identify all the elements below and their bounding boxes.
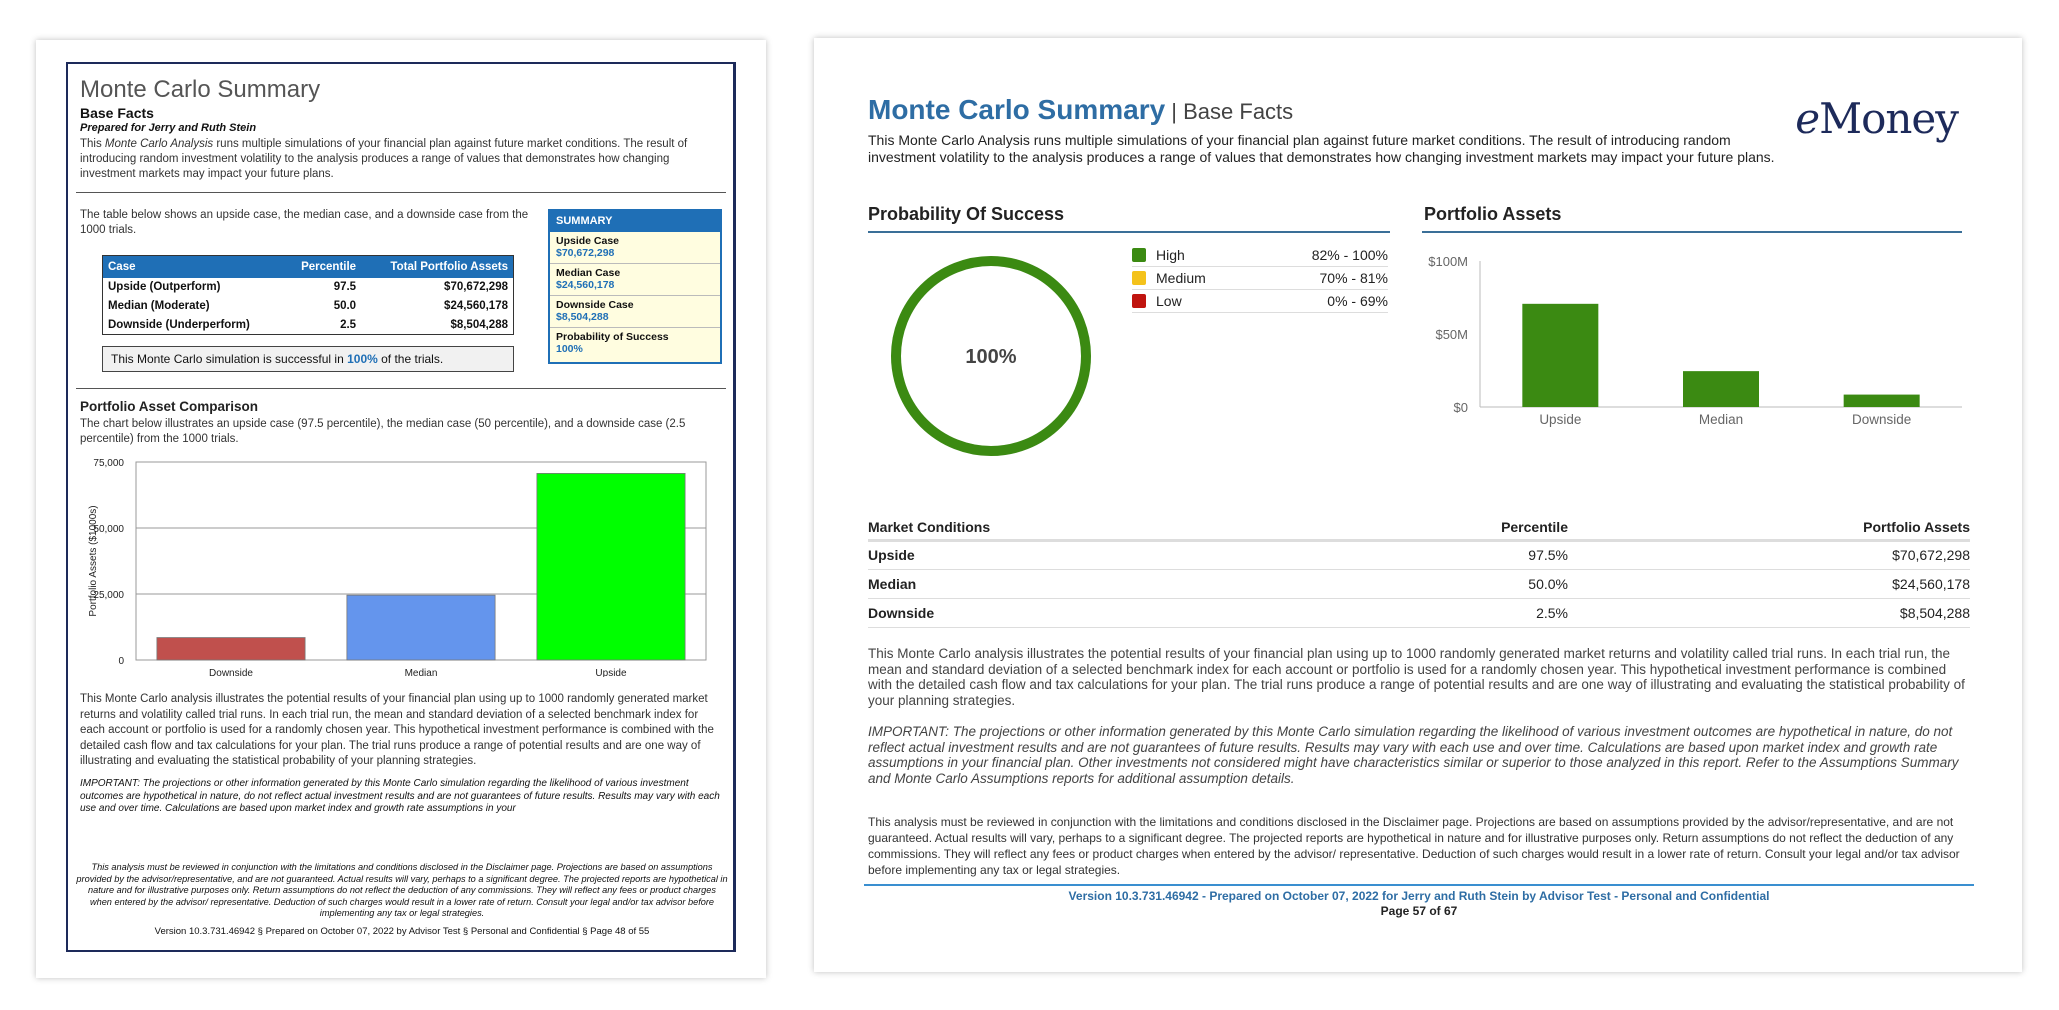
col-market-conditions: Market Conditions xyxy=(868,518,1428,540)
x-tick-label: Median xyxy=(1698,412,1744,427)
y-tick-label: $50M xyxy=(1435,327,1468,342)
table-row xyxy=(103,316,514,335)
legend-swatch-high xyxy=(1132,248,1146,262)
table-header-row xyxy=(103,256,514,278)
y-tick-label: $0 xyxy=(1453,400,1468,415)
bar-median xyxy=(347,595,495,660)
legend-item-low: Low 0% - 69% xyxy=(1132,290,1388,313)
col-total-assets: Total Portfolio Assets xyxy=(361,256,513,278)
table-header-row xyxy=(868,518,1970,540)
case-table xyxy=(102,255,514,335)
intro-paragraph: This Monte Carlo Analysis runs multiple simulations of your financial plan against future market conditions. The result of introducing random investment volatility to the analysis produces a range of values that demonstrates how changing investment markets may impact your future plans. xyxy=(80,138,688,180)
analysis-paragraph: This Monte Carlo analysis illustrates the potential results of your financial plan using up to 1000 randomly generated market returns and volatility called trial runs. In each trial run, the mean and standard deviation of a selected benchmark index for each account or portfolio is used for a randomly chosen year. This hypothetical investment performance is combined with the detailed cash flow and tax calculations for your plan. The trial runs produce a range of potential results and are one way of illustrating and evaluating the statistical probability of your planning strategies. xyxy=(868,646,1965,708)
version-footer: Version 10.3.731.46942 - Prepared on October 07, 2022 for Jerry and Ruth Stein by Advisor Test - Personal and Confidential xyxy=(1068,889,1770,903)
disclaimer: This analysis must be reviewed in conjunction with the limitations and conditions disclosed in the Disclaimer page. Projections are based on assumptions provided by the advisor/representative, and are not guaranteed. Actual results will vary, perhaps to a significant degree. The projected reports are hypothetical in nature and for illustrative purposes only. Return assumptions do not reflect the deduction of any commissions. They will reflect any fees or product charges when entered by the advisor/ representative. Deduction of such charges would result in a lower rate of return. Consult your legal and/or tax advisor before implementing any tax or legal strategies. xyxy=(76,862,728,918)
case-percentile: 2.5 xyxy=(340,318,357,331)
footer-divider xyxy=(864,884,1974,886)
col-portfolio-assets: Portfolio Assets xyxy=(1568,518,1970,540)
comparison-description: The chart below illustrates an upside case (97.5 percentile), the median case (50 percentile), and a downside case (2.5 percentile) from the 1000 trials. xyxy=(80,418,686,445)
portfolio-asset-comparison-chart xyxy=(76,452,726,677)
case-assets: $8,504,288 xyxy=(450,318,508,331)
case-name: Downside (Underperform) xyxy=(108,318,250,331)
x-tick-label: Upside xyxy=(1539,412,1582,427)
summary-item-upside: Upside Case $70,672,298 xyxy=(550,232,720,264)
case-percentile: 97.5 xyxy=(333,281,357,293)
summary-box xyxy=(548,209,722,364)
section-divider xyxy=(868,231,1390,233)
probability-legend xyxy=(1132,244,1388,313)
portfolio-assets-section-title: Portfolio Assets xyxy=(1424,204,1562,224)
section-divider xyxy=(76,192,726,193)
case-assets: $70,672,298 xyxy=(444,281,508,293)
page-number: Page 57 of 67 xyxy=(1380,904,1458,918)
disclaimer: This analysis must be reviewed in conjunction with the limitations and conditions disclosed in the Disclaimer page. Projections are based on assumptions provided by the advisor/representative, and are not guaranteed. Actual results will vary, perhaps to a significant degree. The projected reports are hypothetical in nature and for illustrative purposes only. Return assumptions do not reflect the deduction of any commissions. They will reflect any fees or product charges when entered by the advisor/ representative. Deduction of such charges would result in a lower rate of return. Consult your legal and/or tax advisor before implementing any tax or legal strategies. xyxy=(868,815,1960,877)
probability-section-title: Probability Of Success xyxy=(868,204,1065,224)
bar-upside xyxy=(1522,304,1598,407)
x-tick-label: Median xyxy=(404,668,438,677)
col-percentile: Percentile xyxy=(284,256,361,278)
table-row xyxy=(103,278,514,297)
y-tick-label: 75,000 xyxy=(93,458,124,469)
table-row xyxy=(103,297,514,316)
important-notice: IMPORTANT: The projections or other information generated by this Monte Carlo simulation regarding the likelihood of various investment outcomes are hypothetical in nature, do not reflect actual investment results and are not guarantees of future results. Results may vary with each use and over time. Calculations are based upon market index and growth rate assumptions in your financial plan. Other investments not considered might have characteristics similar or superior to those analyzed in this report. Refer to the Assumptions Summary and Monte Carlo Assumptions reports for additional assumption details. xyxy=(868,724,1959,786)
legend-item-medium: Medium 70% - 81% xyxy=(1132,267,1388,290)
table-row: Downside 2.5% $8,504,288 xyxy=(868,598,1970,627)
probability-of-success-donut xyxy=(886,251,1096,461)
section-divider xyxy=(1422,231,1962,233)
page-footer: Version 10.3.731.46942 § Prepared on October 07, 2022 by Advisor Test § Personal and Confidential § Page 48 of 55 xyxy=(154,926,650,937)
portfolio-assets-chart xyxy=(1422,238,1972,478)
intro-paragraph: This Monte Carlo Analysis runs multiple simulations of your financial plan against future market conditions. The result of introducing random investment volatility to the analysis produces a range of values that demonstrates how changing investment markets may impact your future plans. xyxy=(868,132,1775,165)
success-statement-box: This Monte Carlo simulation is successful in 100% of the trials. xyxy=(102,346,514,372)
col-percentile: Percentile xyxy=(1428,518,1568,540)
x-tick-label: Upside xyxy=(595,668,627,677)
y-axis-label: Portfolio Assets ($1000s) xyxy=(88,505,99,617)
legend-swatch-low xyxy=(1132,294,1146,308)
case-name: Upside (Outperform) xyxy=(108,281,221,293)
bar-downside xyxy=(1844,395,1920,407)
legend-item-high: High 82% - 100% xyxy=(1132,244,1388,267)
summary-item-probability: Probability of Success 100% xyxy=(556,331,669,355)
case-percentile: 50.0 xyxy=(333,300,357,312)
right-report-page xyxy=(814,38,2022,972)
left-page-frame xyxy=(66,62,736,952)
y-tick-label: 0 xyxy=(118,656,124,667)
table-intro: The table below shows an upside case, the median case, and a downside case from the 1000 trials. xyxy=(80,209,529,236)
y-tick-label: $100M xyxy=(1428,254,1468,269)
table-row: Upside 97.5% $70,672,298 xyxy=(868,540,1970,569)
left-report-page xyxy=(36,40,766,978)
x-tick-label: Downside xyxy=(1852,412,1912,427)
section-divider xyxy=(76,388,726,389)
summary-item-downside: Downside Case $8,504,288 xyxy=(550,296,720,328)
analysis-paragraph: This Monte Carlo analysis illustrates the potential results of your financial plan using up to 1000 randomly generated market returns and volatility called trial runs. In each trial run, the mean and standard deviation of a selected benchmark index for each account or portfolio is used for a randomly chosen year. This hypothetical investment performance is combined with the detailed cash flow and tax calculations for your plan. The trial runs produce a range of potential results and are one way of illustrating and evaluating the statistical probability of your planning strategies. xyxy=(80,693,714,767)
legend-swatch-medium xyxy=(1132,271,1146,285)
bar-median xyxy=(1683,371,1759,407)
x-tick-label: Downside xyxy=(209,668,253,677)
bar-upside xyxy=(537,473,685,660)
bar-downside xyxy=(157,638,305,660)
summary-header: SUMMARY xyxy=(550,211,720,232)
page-subtitle: Base Facts xyxy=(80,105,154,121)
comparison-title: Portfolio Asset Comparison xyxy=(80,399,259,414)
success-value: 100% xyxy=(347,352,378,366)
important-notice: IMPORTANT: The projections or other information generated by this Monte Carlo simulation regarding the likelihood of various investment outcomes are hypothetical in nature, do not reflect actual investment results and are not guarantees of future results. Results may vary with each use and over time. Calculations are based upon market index and growth rate assumptions in your xyxy=(80,778,720,814)
page-title: Monte Carlo Summary | Base Facts xyxy=(868,94,1294,125)
page-subtitle: Base Facts xyxy=(1183,99,1294,124)
emoney-logo: eMoney xyxy=(1795,94,1958,143)
col-case: Case xyxy=(103,256,284,278)
prepared-for: Prepared for Jerry and Ruth Stein xyxy=(80,122,257,134)
case-assets: $24,560,178 xyxy=(444,300,508,312)
y-tick-label: 25,000 xyxy=(93,590,124,601)
table-row: Median 50.0% $24,560,178 xyxy=(868,569,1970,598)
page-title: Monte Carlo Summary xyxy=(80,76,321,103)
y-tick-label: 50,000 xyxy=(93,524,124,535)
case-name: Median (Moderate) xyxy=(108,300,210,312)
market-conditions-table xyxy=(868,518,1970,628)
probability-value: 100% xyxy=(965,346,1017,368)
summary-item-median: Median Case $24,560,178 xyxy=(550,264,720,296)
